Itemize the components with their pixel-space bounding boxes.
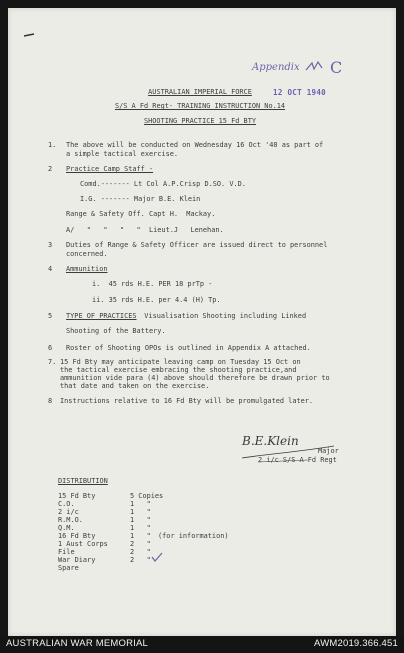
para-5-line-2: Shooting of the Battery. [66, 327, 166, 335]
dist-row-label: 1 Aust Corps [58, 540, 108, 548]
para-5-number: 5 [48, 312, 53, 320]
header-subject: SHOOTING PRACTICE 15 Fd BTY [143, 117, 256, 125]
para-5-title: TYPE OF PRACTICES [66, 312, 137, 320]
para-7-line-4: that date and taken on the exercise. [60, 382, 210, 390]
para-7-line-2: the tactical exercise embracing the shooting practice,and [60, 366, 297, 374]
footer-institution: AUSTRALIAN WAR MEMORIAL [6, 638, 149, 649]
para-7-number: 7. [48, 358, 57, 366]
para-8-text: Instructions relative to 16 Fd Bty will be promulgated later. [60, 397, 314, 405]
para-2-title: Practice Camp Staff - [66, 165, 154, 173]
staff-comd: Comd.------- Lt Col A.P.Crisp D.SO. V.D. [80, 180, 246, 188]
distribution-title: DISTRIBUTION [58, 477, 108, 485]
dist-row-label: Q.M. [58, 524, 75, 532]
appendix-letter: C [330, 58, 343, 77]
para-1-line-1: The above will be conducted on Wednesday 16 Oct '40 as part of [66, 141, 324, 149]
dist-row-note: (for information) [158, 532, 229, 540]
tick-mark [150, 552, 164, 562]
dist-row-label: File [58, 548, 75, 556]
dist-row-label: C.O. [58, 500, 75, 508]
staff-ig: I.G. ------- Major B.E. Klein [80, 195, 201, 203]
dist-row-label: 16 Fd Bty [58, 532, 96, 540]
dist-row-label: R.M.O. [58, 516, 83, 524]
archive-footer [0, 636, 404, 653]
para-4-number: 4 [48, 265, 53, 273]
dist-row-label: Spare [58, 564, 79, 572]
dist-row-qty: 2 " [130, 540, 151, 548]
staff-asst-range-safety: A/ " " " " Lieut.J Lenehan. [66, 226, 224, 234]
dist-row-qty: 1 " [130, 524, 151, 532]
ammo-line-1: i. 45 rds H.E. PER 18 prTp - [92, 280, 213, 288]
para-1-line-2: a simple tactical exercise. [66, 150, 179, 158]
initials-scribble [304, 60, 324, 74]
header-instruction: S/S A Fd Regt- TRAINING INSTRUCTION No.14 [114, 102, 286, 110]
footer-accession: AWM2019.366.451 [314, 638, 398, 649]
dist-row-qty: 1 " [130, 500, 151, 508]
dist-row-qty: 2 " [130, 556, 151, 564]
dist-row-qty: 1 " [130, 508, 151, 516]
signature-rank: Major [318, 447, 339, 455]
dist-row-qty: 1 " [130, 516, 151, 524]
date-stamp: 12 OCT 1940 [273, 88, 326, 97]
para-7-line-3: ammunition vide para (4) above should therefore be drawn prior to [60, 374, 330, 382]
para-7-line-1: 15 Fd Bty may anticipate leaving camp on Tuesday 15 Oct on [60, 358, 301, 366]
staff-range-safety: Range & Safety Off. Capt H. Mackay. [66, 210, 216, 218]
para-8-number: 8 [48, 397, 53, 405]
para-5-line-1: Visualisation Shooting including Linked [136, 312, 307, 320]
dist-row-qty: 5 Copies [130, 492, 164, 500]
dist-row-label: 2 i/c [58, 508, 79, 516]
para-4-title: Ammunition [66, 265, 108, 273]
appendix-annotation: Appendix [252, 62, 300, 73]
signature: B.E.Klein [242, 434, 299, 448]
dist-row-label: War Diary [58, 556, 96, 564]
para-3-line-1: Duties of Range & Safety Officer are issued direct to personnel [66, 241, 328, 249]
signature-appointment: 2 i/c S/S A Fd Regt [258, 456, 337, 464]
para-2-number: 2 [48, 165, 53, 173]
para-3-number: 3 [48, 241, 53, 249]
para-6-number: 6 [48, 344, 53, 352]
dist-row-qty: 2 " [130, 548, 151, 556]
para-3-line-2: concerned. [66, 250, 108, 258]
dist-row-label: 15 Fd Bty [58, 492, 96, 500]
para-1-number: 1. [48, 141, 57, 149]
ammo-line-2: ii. 35 rds H.E. per 4.4 (H) Tp. [92, 296, 221, 304]
paper-marks [20, 26, 50, 46]
para-6-text: Roster of Shooting OPOs is outlined in Appendix A attached. [66, 344, 311, 352]
dist-row-qty: 1 " [130, 532, 151, 540]
header-title: AUSTRALIAN IMPERIAL FORCE [148, 88, 252, 96]
